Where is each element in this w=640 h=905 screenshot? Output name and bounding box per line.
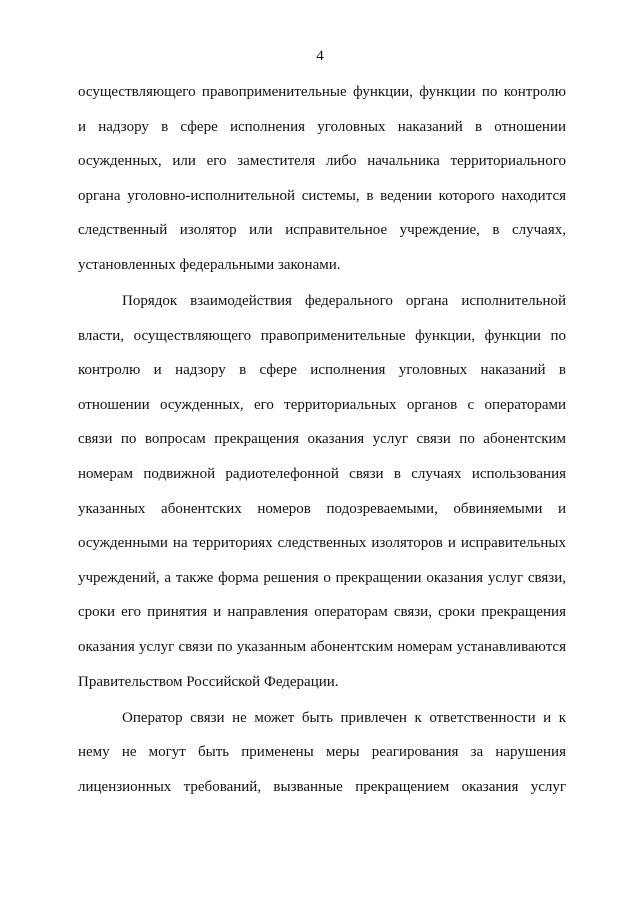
text-line: осуществляющего правоприменительные функции, функции по контролю [78,84,566,100]
text-line: связи по вопросам прекращения оказания услуг связи по абонентским [78,431,566,448]
text-line: нему не могут быть применены меры реагирования за нарушения [78,744,566,761]
text-line: осужденных, или его заместителя либо начальника территориального [78,153,566,170]
text-line: власти, осуществляющего правоприменительные функции, функции по [78,327,566,344]
text-line: сроки его принятия и направления операторам связи, сроки прекращения [78,604,566,621]
page-number: 4 [316,48,324,64]
text-line: установленных федеральными законами. [78,256,341,273]
text-line: оказания услуг связи по указанным абонентским номерам устанавливаются [78,639,566,655]
document-body [78,82,566,811]
text-line: Оператор связи не может быть привлечен к ответственности и к [122,709,566,726]
text-line: отношении осужденных, его территориальных органов с операторами [78,396,566,413]
text-line: указанных абонентских номеров подозреваемыми, обвиняемыми и [78,500,566,517]
text-line: учреждений, а также форма решения о прекращении оказания услуг связи, [78,569,566,586]
paragraph-3 [78,708,566,812]
text-line: органа уголовно-исполнительной системы, в ведении которого находится [78,187,566,204]
text-line: и надзору в сфере исполнения уголовных наказаний в отношении [78,118,566,135]
text-line: Порядок взаимодействия федерального органа исполнительной [122,293,566,310]
paragraph-1 [78,82,566,290]
text-line: следственный изолятор или исправительное учреждение, в случаях, [78,222,566,239]
text-line: лицензионных требований, вызванные прекращением оказания услуг [78,778,566,795]
text-line: осужденными на территориях следственных изоляторов и исправительных [78,535,566,552]
text-line: номерам подвижной радиотелефонной связи в случаях использования [78,466,566,483]
text-line: контролю и надзору в сфере исполнения уголовных наказаний в [78,362,566,379]
text-line: Правительством Российской Федерации. [78,673,339,690]
paragraph-2 [78,291,566,706]
